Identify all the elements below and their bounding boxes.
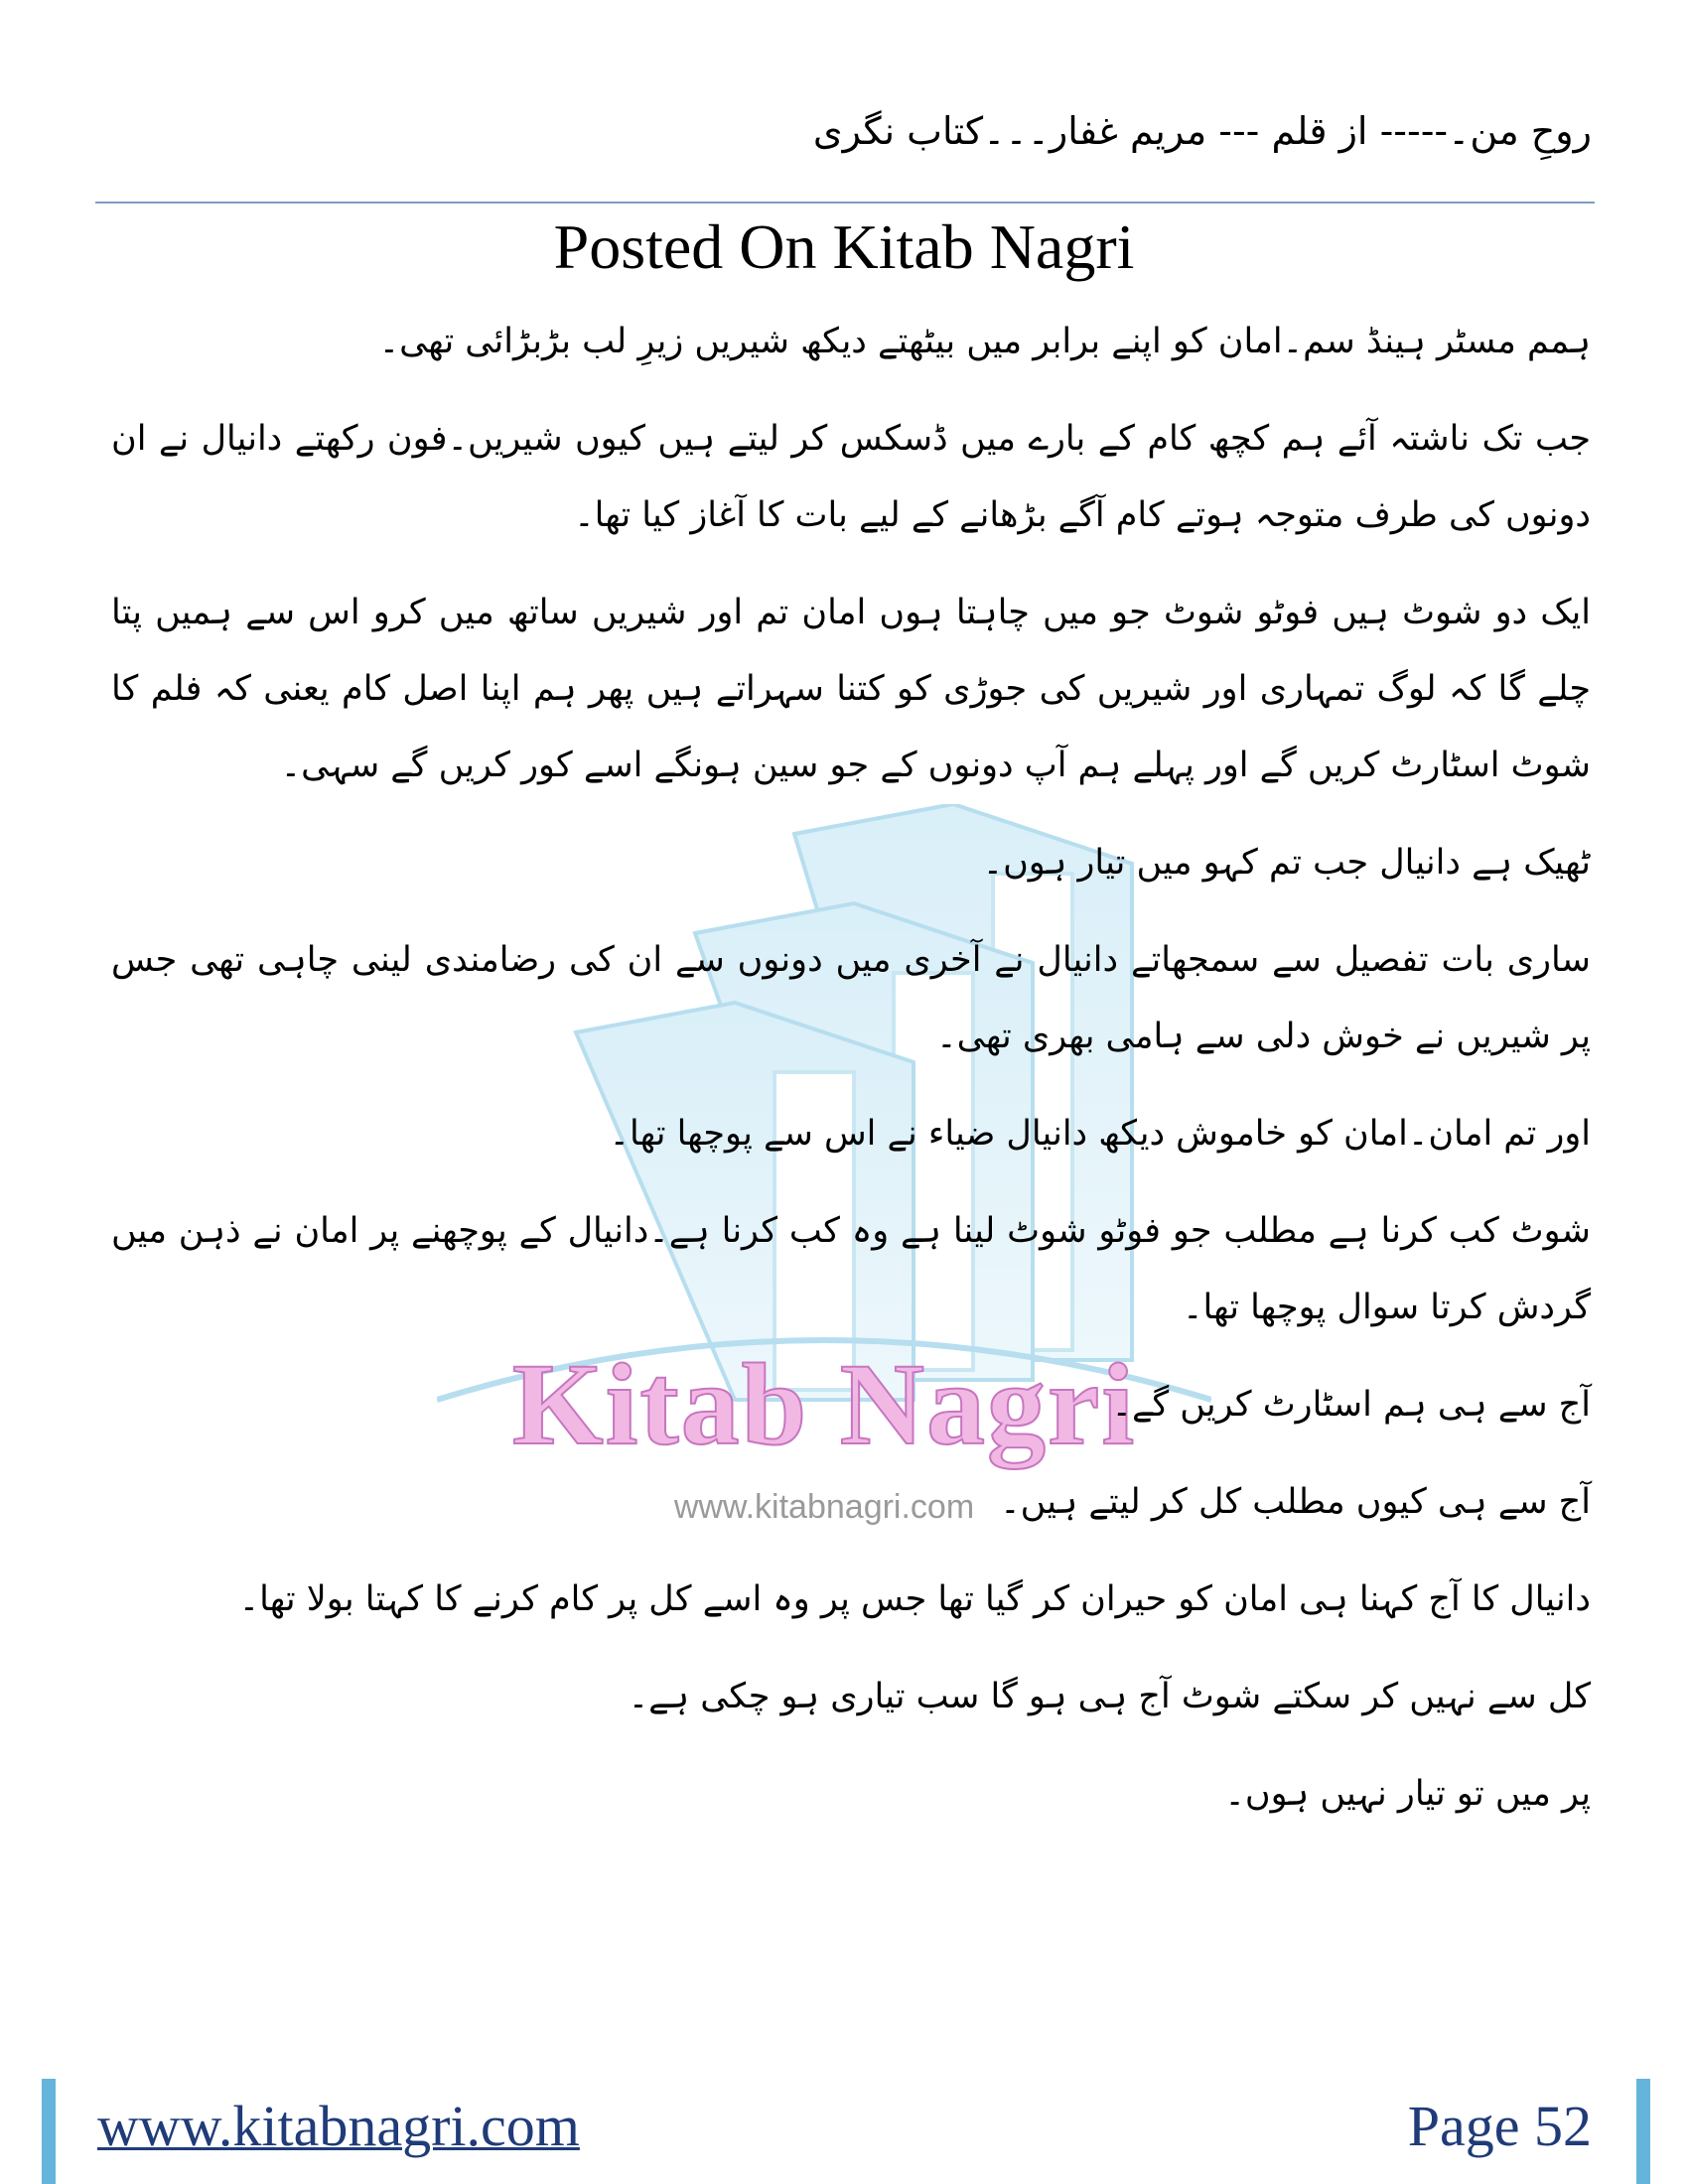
posted-banner: Posted On Kitab Nagri xyxy=(553,211,1135,282)
footer-left-bar xyxy=(42,2079,56,2184)
page-header-title: روحِ من۔----- از قلم --- مریم غفار۔۔۔کتاب نگری xyxy=(812,109,1592,153)
paragraph: شوٹ کب کرنا ہے مطلب جو فوٹو شوٹ لینا ہے وہ کب کرنا ہے۔دانیال کے پوچھنے پر امان نے ذہن میں گردش کرتا سوال پوچھا تھا۔ xyxy=(111,1211,1591,1327)
paragraph: جب تک ناشتہ آئے ہم کچھ کام کے بارے میں ڈسکس کر لیتے ہیں کیوں شیریں۔فون رکھتے دانیال نے ان دونوں کی طرف متوجہ ہوتے کام آگے بڑھانے کے لیے بات کا آغاز کیا تھا۔ xyxy=(111,419,1591,535)
paragraph: کل سے نہیں کر سکتے شوٹ آج ہی ہو گا سب تیاری ہو چکی ہے۔ xyxy=(628,1677,1591,1716)
body-text xyxy=(111,304,1591,1853)
paragraph: ایک دو شوٹ ہیں فوٹو شوٹ جو میں چاہتا ہوں امان تم اور شیریں ساتھ میں کرو اس سے ہمیں پتا چلے گا کہ لوگ تمہاری اور شیریں کی جوڑی کو کتنا سہراتے ہیں پھر ہم اپنا اصل کام یعنی کہ فلم کا شوٹ اسٹارٹ کریں گے اور پہلے ہم آپ دونوں کے جو سین ہونگے اسے کور کریں گے سہی۔ xyxy=(111,593,1591,785)
footer-right-bar xyxy=(1636,2079,1650,2184)
watermark-url: www.kitabnagri.com xyxy=(673,1488,975,1526)
paragraph: پر میں تو تیار نہیں ہوں۔ xyxy=(1224,1774,1591,1814)
paragraph: ہمم مسٹر ہینڈ سم۔امان کو اپنے برابر میں بیٹھتے دیکھ شیریں زیرِ لب بڑبڑائی تھی۔ xyxy=(378,322,1591,361)
paragraph: ٹھیک ہے دانیال جب تم کہو میں تیار ہوں۔ xyxy=(982,843,1591,883)
header-divider xyxy=(95,202,1595,204)
paragraph: آج سے ہی ہم اسٹارٹ کریں گے۔ xyxy=(1111,1385,1591,1425)
paragraph: آج سے ہی کیوں مطلب کل کر لیتے ہیں۔ xyxy=(1000,1482,1591,1522)
page-number: Page 52 xyxy=(1407,2094,1592,2158)
footer-website-link[interactable]: www.kitabnagri.com xyxy=(97,2094,580,2158)
page-footer xyxy=(0,2079,1688,2184)
watermark-brand: Kitab Nagri xyxy=(511,1339,1137,1469)
paragraph: دانیال کا آج کہنا ہی امان کو حیران کر گیا تھا جس پر وہ اسے کل پر کام کرنے کا کہتا بولا تھا۔ xyxy=(238,1579,1591,1619)
paragraph: اور تم امان۔امان کو خاموش دیکھ دانیال ضیاء نے اس سے پوچھا تھا۔ xyxy=(609,1114,1591,1154)
paragraph: ساری بات تفصیل سے سمجھاتے دانیال نے آخری میں دونوں سے ان کی رضامندی لینی چاہی تھی جس پر شیریں نے خوش دلی سے ہامی بھری تھی۔ xyxy=(111,940,1591,1056)
